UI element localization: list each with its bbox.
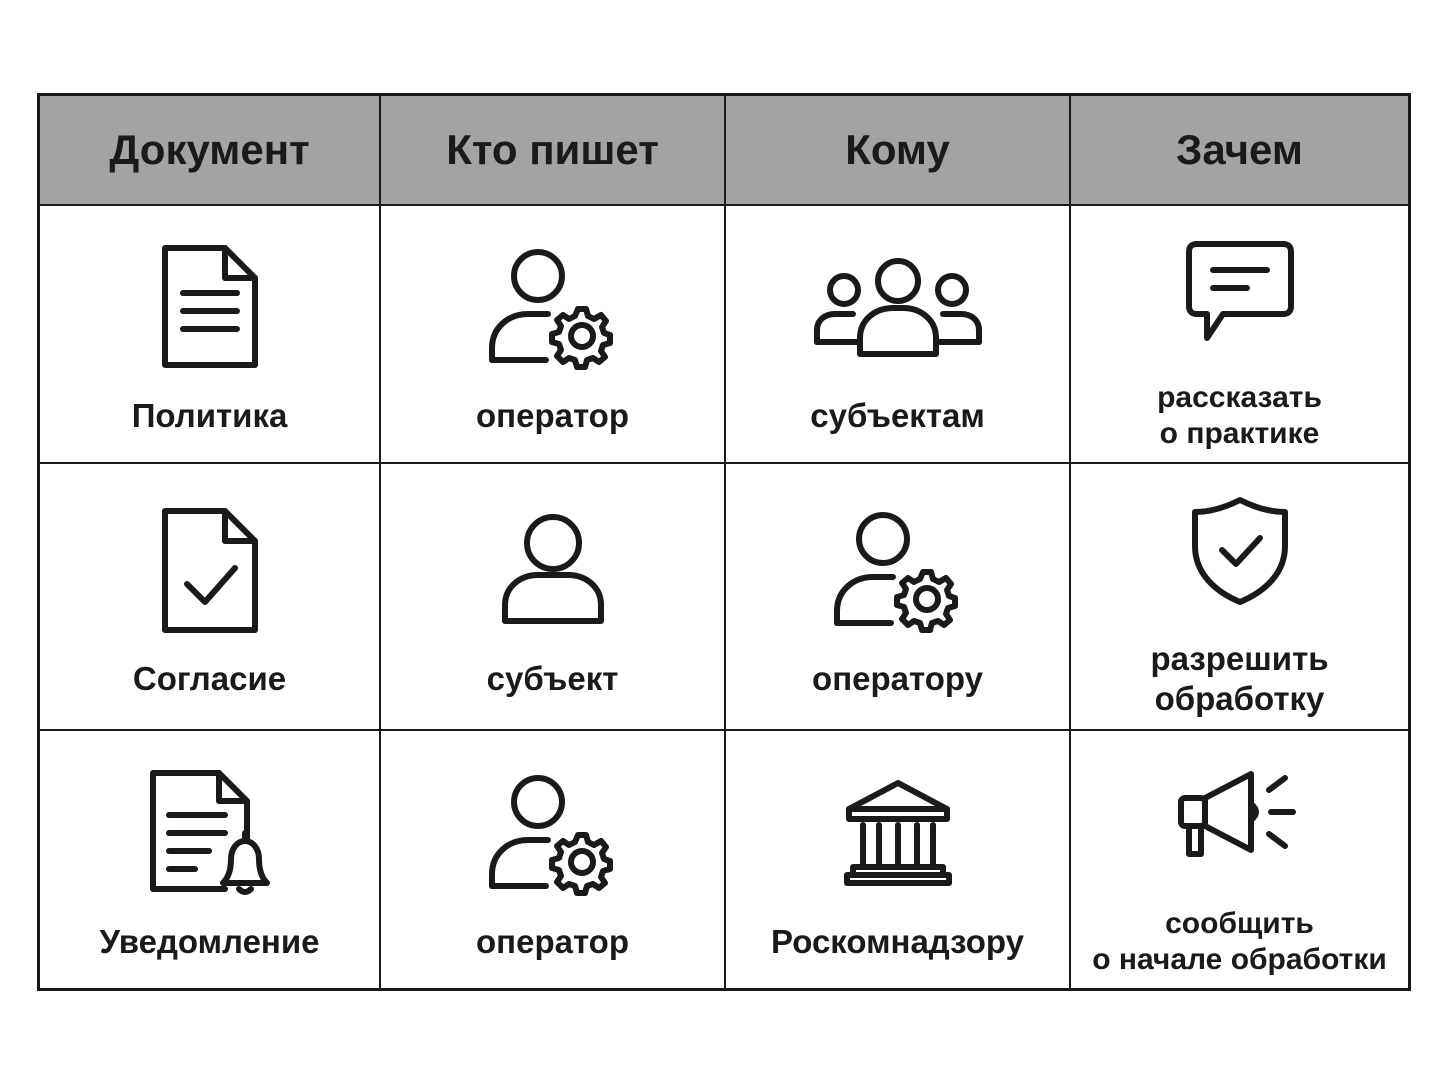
cell-label: Согласие — [132, 659, 287, 697]
user-gear-icon — [463, 238, 643, 378]
cell-label: субъект — [486, 659, 619, 697]
cell-label-line2: обработку — [1154, 679, 1325, 717]
cell-label: оператор — [476, 397, 629, 434]
cell-document-policy — [40, 206, 381, 464]
header-recipient — [726, 96, 1071, 206]
cell-label: Политика — [131, 397, 288, 434]
cell-label: оператору — [812, 659, 983, 697]
header-label: Зачем — [1176, 126, 1303, 173]
cell-purpose-report — [1071, 731, 1408, 988]
user-icon — [463, 501, 643, 641]
header-label: Кому — [845, 126, 950, 173]
header-label: Кто пишет — [446, 126, 659, 173]
cell-purpose-allow — [1071, 464, 1408, 731]
cell-author-operator — [381, 206, 726, 464]
document-bell-icon — [120, 764, 300, 904]
cell-recipient-regulator — [726, 731, 1071, 988]
cell-label: Роскомнадзору — [771, 922, 1024, 960]
cell-label-line1: сообщить — [1165, 906, 1314, 940]
government-building-icon — [808, 764, 988, 904]
shield-check-icon — [1150, 481, 1330, 621]
cell-label-line1: рассказать — [1157, 381, 1322, 414]
users-group-icon — [808, 238, 988, 378]
cell-recipient-operator — [726, 464, 1071, 731]
megaphone-icon — [1150, 748, 1330, 888]
cell-label-line1: разрешить — [1150, 639, 1329, 677]
comparison-table — [37, 93, 1411, 991]
header-purpose — [1071, 96, 1408, 206]
document-check-icon — [120, 501, 300, 641]
cell-label: оператор — [476, 922, 629, 960]
document-lines-icon — [120, 238, 300, 378]
header-author — [381, 96, 726, 206]
chat-bubble-icon — [1150, 222, 1330, 362]
cell-label: субъектам — [810, 397, 985, 434]
cell-label: Уведомление — [99, 922, 320, 960]
cell-purpose-inform — [1071, 206, 1408, 464]
user-gear-icon — [463, 764, 643, 904]
header-document — [40, 96, 381, 206]
user-gear-icon — [808, 501, 988, 641]
cell-label-line2: о начале обработки — [1092, 942, 1387, 976]
header-label: Документ — [109, 126, 310, 173]
cell-document-notification — [40, 731, 381, 988]
cell-author-subject — [381, 464, 726, 731]
cell-label-line2: о практике — [1159, 417, 1320, 450]
cell-author-operator-2 — [381, 731, 726, 988]
cell-document-consent — [40, 464, 381, 731]
cell-recipient-subjects — [726, 206, 1071, 464]
